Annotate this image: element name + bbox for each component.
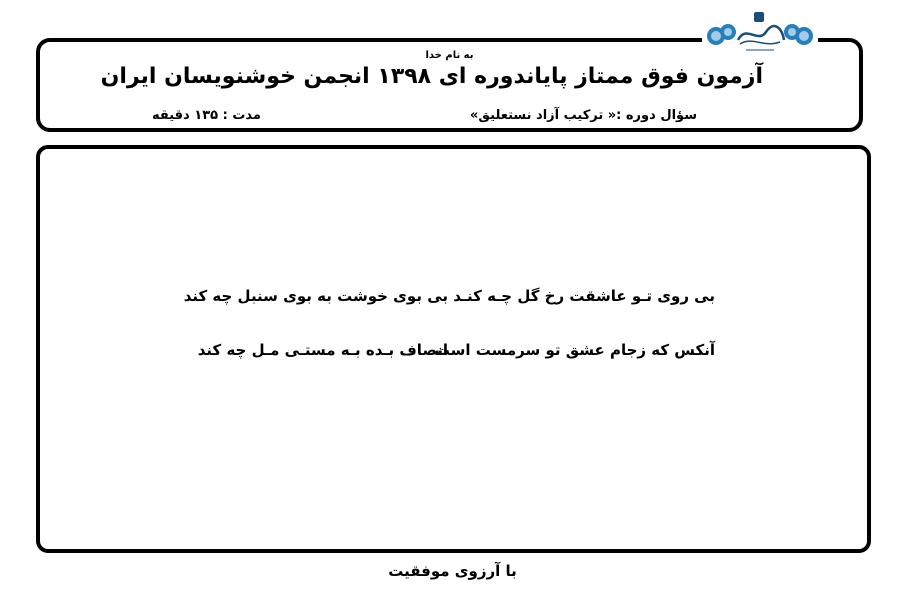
poem-line1-first-hemistich: بی روی تـو عاشقت رخ گل چـه کنـد (453, 287, 715, 305)
calligraphy-association-logo-icon (702, 10, 818, 54)
poem-box (36, 145, 871, 553)
poem-line1-second-hemistich: بی بوی خوشت به بوی سنبل چه کند (183, 287, 448, 305)
bismillah-text: به نام خدا (425, 50, 474, 61)
poem-line2-first-hemistich: آنکس که زجام عشق تو سرمست است (434, 341, 715, 359)
poem-line2-second-hemistich: انصاف بـده بـه مستـی مـل چه کند (197, 341, 448, 359)
duration-label: مدت : ۱۳۵ دقیقه (152, 108, 261, 123)
question-label: سؤال دوره :« ترکیب آزاد نستعلیق» (470, 108, 697, 123)
footer-wish-text: با آرزوی موفقیت (388, 562, 517, 580)
exam-title: آزمون فوق ممتاز پایاندوره ای ۱۳۹۸ انجمن خوشنویسان ایران (100, 64, 763, 89)
